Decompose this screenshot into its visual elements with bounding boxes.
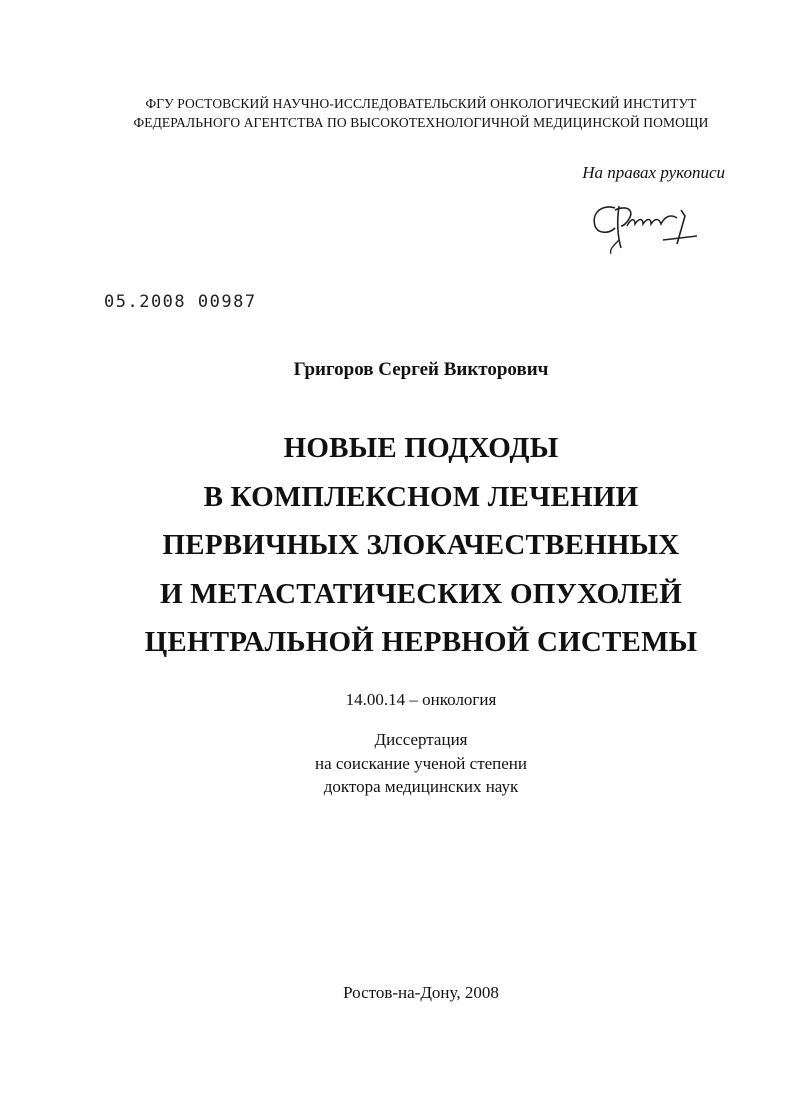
registration-stamp-number: 05.2008 00987 <box>104 292 257 312</box>
work-type-line: доктора медицинских наук <box>323 777 519 796</box>
place-and-year: Ростов-на-Дону, 2008 <box>343 983 499 1002</box>
manuscript-rights-note: На правах рукописи <box>582 163 725 182</box>
dissertation-title <box>0 424 792 667</box>
title-line: В КОМПЛЕКСНОМ ЛЕЧЕНИИ <box>203 480 639 513</box>
title-line: НОВЫЕ ПОДХОДЫ <box>283 432 559 464</box>
work-type-line: на соискание ученой степени <box>314 753 528 773</box>
work-type <box>0 728 792 799</box>
institute-name-line2: ФЕДЕРАЛЬНОГО АГЕНТСТВА ПО ВЫСОКОТЕХНОЛОГИЧНОЙ МЕДИЦИНСКОЙ ПОМОЩИ <box>133 115 709 130</box>
specialty-code: 14.00.14 – онкология <box>345 690 497 709</box>
author-name: Григоров Сергей Викторович <box>293 359 549 380</box>
title-line: И МЕТАСТАТИЧЕСКИХ ОПУХОЛЕЙ <box>159 577 683 610</box>
title-line: ПЕРВИЧНЫХ ЗЛОКАЧЕСТВЕННЫХ <box>162 529 680 561</box>
title-line: ЦЕНТРАЛЬНОЙ НЕРВНОЙ СИСТЕМЫ <box>144 626 698 658</box>
work-type-line: Диссертация <box>374 730 468 749</box>
institute-name-line1: ФГУ РОСТОВСКИЙ НАУЧНО-ИССЛЕДОВАТЕЛЬСКИЙ ОНКОЛОГИЧЕСКИЙ ИНСТИТУТ <box>145 96 697 111</box>
handwritten-signature <box>585 200 705 260</box>
